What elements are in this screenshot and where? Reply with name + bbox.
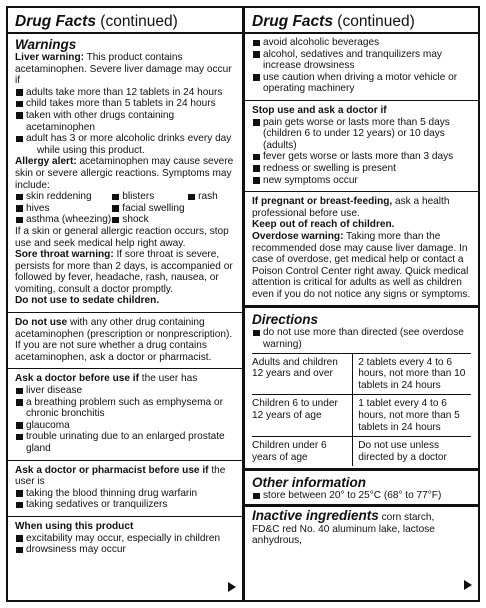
ask-pharmacist: [15, 465, 235, 488]
sore-throat-text: If sore throat is severe, persists for more than 2 days, is accompanied or followed by fever, headache, rash, nausea, or vomiting, consult a doctor promptly.: [15, 249, 233, 295]
inactive-ingredients: [252, 510, 458, 547]
keep-out-of-reach: Keep out of reach of children.: [252, 219, 395, 231]
list-item: taking the blood thinning drug warfarin: [15, 488, 235, 500]
list-item: adult has 3 or more alcoholic drinks every day: [15, 133, 235, 145]
do-not-use-text: with any other drug containing acetaminophen (prescription or nonprescription). If you are not sure whether a drug contains acetaminophen, ask a doctor or pharmacist.: [15, 317, 233, 363]
symptom-item: blisters: [111, 191, 187, 203]
continue-arrow-icon: [464, 580, 472, 590]
ask-doctor-list: [15, 385, 235, 455]
list-item: adults take more than 12 tablets in 24 hours: [15, 87, 235, 99]
inactive-ingredients-title: Inactive ingredients: [252, 508, 379, 523]
directions-note-list: [252, 327, 471, 350]
ask-pharmacist-section: [8, 460, 242, 513]
list-item: fever gets worse or lasts more than 3 days: [252, 151, 471, 163]
list-item: redness or swelling is present: [252, 163, 471, 175]
pregnancy-section: [245, 191, 478, 302]
stop-use-list: [252, 117, 471, 187]
pregnancy-text: ask a health professional before use.: [252, 196, 450, 219]
right-header: [245, 8, 478, 34]
list-item: trouble urinating due to an enlarged prostate gland: [15, 431, 235, 454]
other-information-list: [252, 490, 471, 502]
dosage-table: [252, 353, 471, 467]
overdose-warning: [252, 231, 471, 301]
when-using-section: [8, 516, 242, 558]
dosage-amount: 2 tablets every 4 to 6 hours, not more than 10 tablets in 24 hours: [353, 353, 471, 395]
table-row: [252, 353, 471, 395]
when-using-list: [15, 533, 235, 556]
left-header: [8, 8, 242, 34]
dosage-age: Children 6 to under 12 years of age: [252, 395, 353, 437]
other-information-section: [245, 468, 478, 504]
symptom-item: facial swelling: [111, 203, 187, 215]
stop-use-label: Stop use and ask a doctor if: [252, 104, 387, 116]
ask-doctor: [15, 373, 235, 385]
pregnancy-label: If pregnant or breast-feeding,: [252, 196, 393, 208]
symptom-item: asthma (wheezing): [15, 214, 111, 226]
list-item: liver disease: [15, 385, 235, 397]
liver-warning-label: Liver warning:: [15, 52, 84, 63]
list-item: excitability may occur, especially in children: [15, 533, 235, 545]
symptom-item: shock: [111, 214, 187, 226]
ask-doctor-text: the user has: [138, 373, 198, 385]
warnings-title: Warnings: [15, 37, 77, 52]
table-row: [252, 395, 471, 437]
left-header-title: Drug Facts: [15, 13, 96, 30]
when-using-label: When using this product: [15, 520, 134, 532]
continue-arrow-icon: [228, 582, 236, 592]
when-using-continued-list: [252, 37, 471, 95]
symptom-item: skin reddening: [15, 191, 111, 203]
drug-facts-panel: [6, 6, 480, 602]
do-not-use: [15, 317, 235, 363]
list-item: a breathing problem such as emphysema or chronic bronchitis: [15, 397, 235, 420]
do-not-use-label: Do not use: [15, 317, 68, 329]
symptom-grid: [15, 191, 235, 226]
inactive-ingredients-text: corn starch, FD&C red No. 40 aluminum lake, lactose anhydrous,: [252, 512, 435, 547]
symptom-item: hives: [15, 203, 111, 215]
ask-doctor-section: [8, 368, 242, 456]
allergy-alert-text: acetaminophen may cause severe skin or severe allergic reactions. Symptoms may include:: [15, 156, 234, 191]
directions-note: do not use more than directed (see overdose warning): [252, 327, 471, 350]
directions-title: Directions: [252, 312, 319, 328]
list-item: alcohol, sedatives and tranquilizers may increase drowsiness: [252, 49, 471, 72]
list-item: child takes more than 5 tablets in 24 hours: [15, 98, 235, 110]
stop-use-section: [245, 100, 478, 188]
directions-section: [245, 305, 478, 468]
list-item: pain gets worse or lasts more than 5 days (children 6 to under 12 years) or 10 days (adults): [252, 117, 471, 152]
list-item: glaucoma: [15, 420, 235, 432]
ask-pharmacist-list: [15, 488, 235, 511]
list-item: avoid alcoholic beverages: [252, 37, 471, 49]
inactive-ingredients-section: [245, 504, 478, 549]
warnings-section: [8, 34, 242, 309]
table-row: [252, 437, 471, 467]
dosage-age: Adults and children 12 years and over: [252, 353, 353, 395]
liver-warning-list: [15, 87, 235, 145]
other-information-title: Other information: [252, 475, 366, 491]
list-item: taken with other drugs containing acetaminophen: [15, 110, 235, 133]
allergy-alert-label: Allergy alert:: [15, 156, 77, 168]
ask-pharmacist-text: the user is: [15, 464, 226, 488]
right-header-title: Drug Facts: [252, 13, 333, 30]
right-column: [245, 8, 478, 600]
allergy-tail: If a skin or general allergic reaction occurs, stop use and seek medical help right away.: [15, 225, 229, 249]
sore-throat-warning: [15, 249, 235, 295]
overdose-label: Overdose warning:: [252, 230, 344, 242]
ask-doctor-label: Ask a doctor before use if: [15, 373, 139, 385]
list-item: use caution when driving a motor vehicle or operating machinery: [252, 72, 471, 95]
symptom-item: rash: [187, 191, 235, 203]
liver-warning: [15, 52, 235, 87]
list-item: store between 20° to 25°C (68° to 77°F): [252, 490, 471, 502]
left-column: [8, 8, 245, 600]
list-item: drowsiness may occur: [15, 544, 235, 556]
overdose-text: Taking more than the recommended dose may cause liver damage. In case of overdose, get medical help or contact a Poison Control Center right away. Quick medical attention is critical for adults as well as children even if you do not notice any signs or symptoms.: [252, 230, 471, 300]
dosage-amount: 1 tablet every 4 to 6 hours, not more than 5 tablets in 24 hours: [353, 395, 471, 437]
sore-throat-label: Sore throat warning:: [15, 249, 114, 261]
list-item: taking sedatives or tranquilizers: [15, 499, 235, 511]
pregnancy-warning: [252, 196, 471, 219]
do-not-use-section: [8, 312, 242, 365]
allergy-alert: [15, 156, 235, 191]
left-header-suffix: (continued): [100, 13, 178, 30]
when-using-continued: [245, 34, 478, 97]
ask-pharmacist-label: Ask a doctor or pharmacist before use if: [15, 464, 209, 476]
liver-warning-tail: while using this product.: [37, 144, 145, 156]
right-header-suffix: (continued): [337, 13, 415, 30]
liver-warning-text: This product contains acetaminophen. Severe liver damage may occur if: [15, 52, 232, 87]
list-item: new symptoms occur: [252, 175, 471, 187]
sedate-warning: Do not use to sedate children.: [15, 295, 160, 307]
dosage-amount: Do not use unless directed by a doctor: [353, 437, 471, 467]
dosage-age: Children under 6 years of age: [252, 437, 353, 467]
